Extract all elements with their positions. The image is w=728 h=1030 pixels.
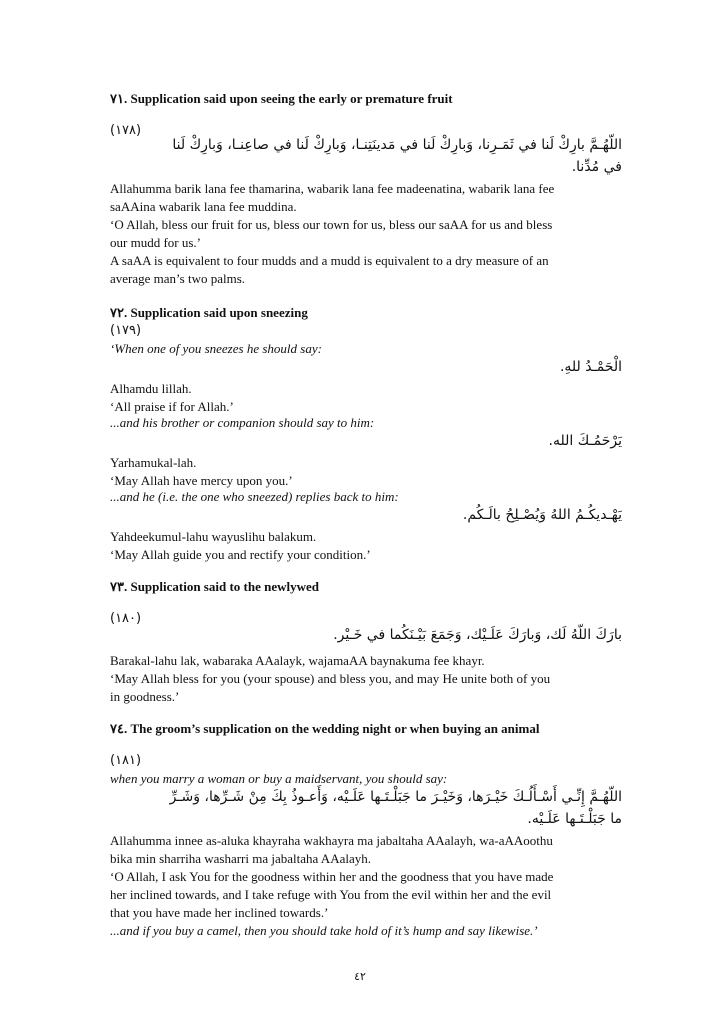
- section-73-translit-1: Barakal-lahu lak, wabaraka AAalayk, wajamaAA baynakuma fee khayr.: [110, 653, 485, 668]
- section-72-ref: (١٧٩): [110, 323, 142, 338]
- section-74-arabic-1: اللّهُـمَّ إِنِّـي أَسْـأَلُـكَ خَيْـرَها، وَخَيْـرَ ما جَبَلْـتَـها عَلَـيْه، وَأَعـوذُ بِكَ مِنْ شَـرِّها، وَشَـرِّ: [169, 789, 622, 805]
- section-71-arabic-2: في مُدِّنا.: [571, 159, 622, 175]
- section-72-arabic-2: يَرْحَمُـكَ الله.: [548, 433, 622, 449]
- section-72-translation-3: ‘May Allah guide you and rectify your condition.’: [110, 547, 371, 562]
- section-72-translation-1: ‘All praise if for Allah.’: [110, 399, 234, 414]
- section-74-title: ٧٤. The groom’s supplication on the wedding night or when buying an animal: [110, 721, 540, 736]
- page-number: ٤٢: [354, 970, 366, 983]
- section-71-note-1: A saAA is equivalent to four mudds and a mudd is equivalent to a dry measure of an: [110, 253, 549, 268]
- section-74-outro: ...and if you buy a camel, then you should take hold of it’s hump and say likewise.’: [110, 923, 538, 938]
- section-73-translation-1: ‘May Allah bless for you (your spouse) and bless you, and may He unite both of you: [110, 671, 551, 686]
- section-74-translation-3: that you have made her inclined towards.’: [110, 905, 329, 920]
- section-73-translation-2: in goodness.’: [110, 689, 180, 704]
- section-72-title: ٧٢. Supplication said upon sneezing: [110, 305, 308, 320]
- section-74-translit-1: Allahumma innee as-aluka khayraha wakhayra ma jabaltaha AAalayh, wa-aAAoothu: [110, 833, 553, 848]
- section-71-translation-1: ‘O Allah, bless our fruit for us, bless our town for us, bless our saAA for us and bless: [110, 217, 553, 232]
- section-72-intro-3: ...and he (i.e. the one who sneezed) replies back to him:: [110, 489, 399, 504]
- section-72-arabic-1: الْحَمْـدُ للهِ.: [559, 359, 622, 375]
- section-74-translit-2: bika min sharriha washarri ma jabaltaha AAalayh.: [110, 851, 371, 866]
- section-74-arabic-2: ما جَبَلْـتَـها عَلَـيْه.: [527, 811, 622, 827]
- section-71-translit-1: Allahumma barik lana fee thamarina, wabarik lana fee madeenatina, wabarik lana fee: [110, 181, 555, 196]
- section-72-translit-1: Alhamdu lillah.: [110, 381, 192, 396]
- section-72-translation-2: ‘May Allah have mercy upon you.’: [110, 473, 293, 488]
- section-73-arabic-1: بارَكَ اللّهُ لَك، وَبارَكَ عَلَـيْك، وَجَمَعَ بَيْـنَكُما في خَـيْر.: [333, 627, 622, 643]
- section-74-translation-2: her inclined towards, and I take refuge with You from the evil within her and the evil: [110, 887, 552, 902]
- section-74-intro: when you marry a woman or buy a maidservant, you should say:: [110, 771, 448, 786]
- section-72-translit-3: Yahdeekumul-lahu wayuslihu balakum.: [110, 529, 317, 544]
- section-71-arabic-1: اللّهُـمَّ بارِكْ لَنا في ثَمَـرِنا، وَبارِكْ لَنا في مَدينَتِنـا، وَبارِكْ لَنا في صاعِنـا، وَبارِكْ لَنا: [172, 137, 622, 153]
- section-71-note-2: average man’s two palms.: [110, 271, 246, 286]
- section-74-translation-1: ‘O Allah, I ask You for the goodness within her and the goodness that you have made: [110, 869, 554, 884]
- section-71-translit-2: saAAina wabarik lana fee muddina.: [110, 199, 297, 214]
- section-74-ref: (١٨١): [110, 753, 142, 768]
- section-73-ref: (١٨٠): [110, 611, 142, 626]
- section-73-title: ٧٣. Supplication said to the newlywed: [110, 579, 320, 594]
- section-71-title: ٧١. Supplication said upon seeing the early or premature fruit: [110, 91, 453, 106]
- section-71-ref: (١٧٨): [110, 123, 142, 138]
- section-72-intro-2: ...and his brother or companion should say to him:: [110, 415, 375, 430]
- section-72-arabic-3: يَهْـديكُـمُ اللهُ وَيُصْـلِحُ بالَـكُم.: [462, 507, 622, 523]
- section-71-translation-2: our mudd for us.’: [110, 235, 201, 250]
- section-72-translit-2: Yarhamukal-lah.: [110, 455, 197, 470]
- section-72-intro: ‘When one of you sneezes he should say:: [110, 341, 322, 356]
